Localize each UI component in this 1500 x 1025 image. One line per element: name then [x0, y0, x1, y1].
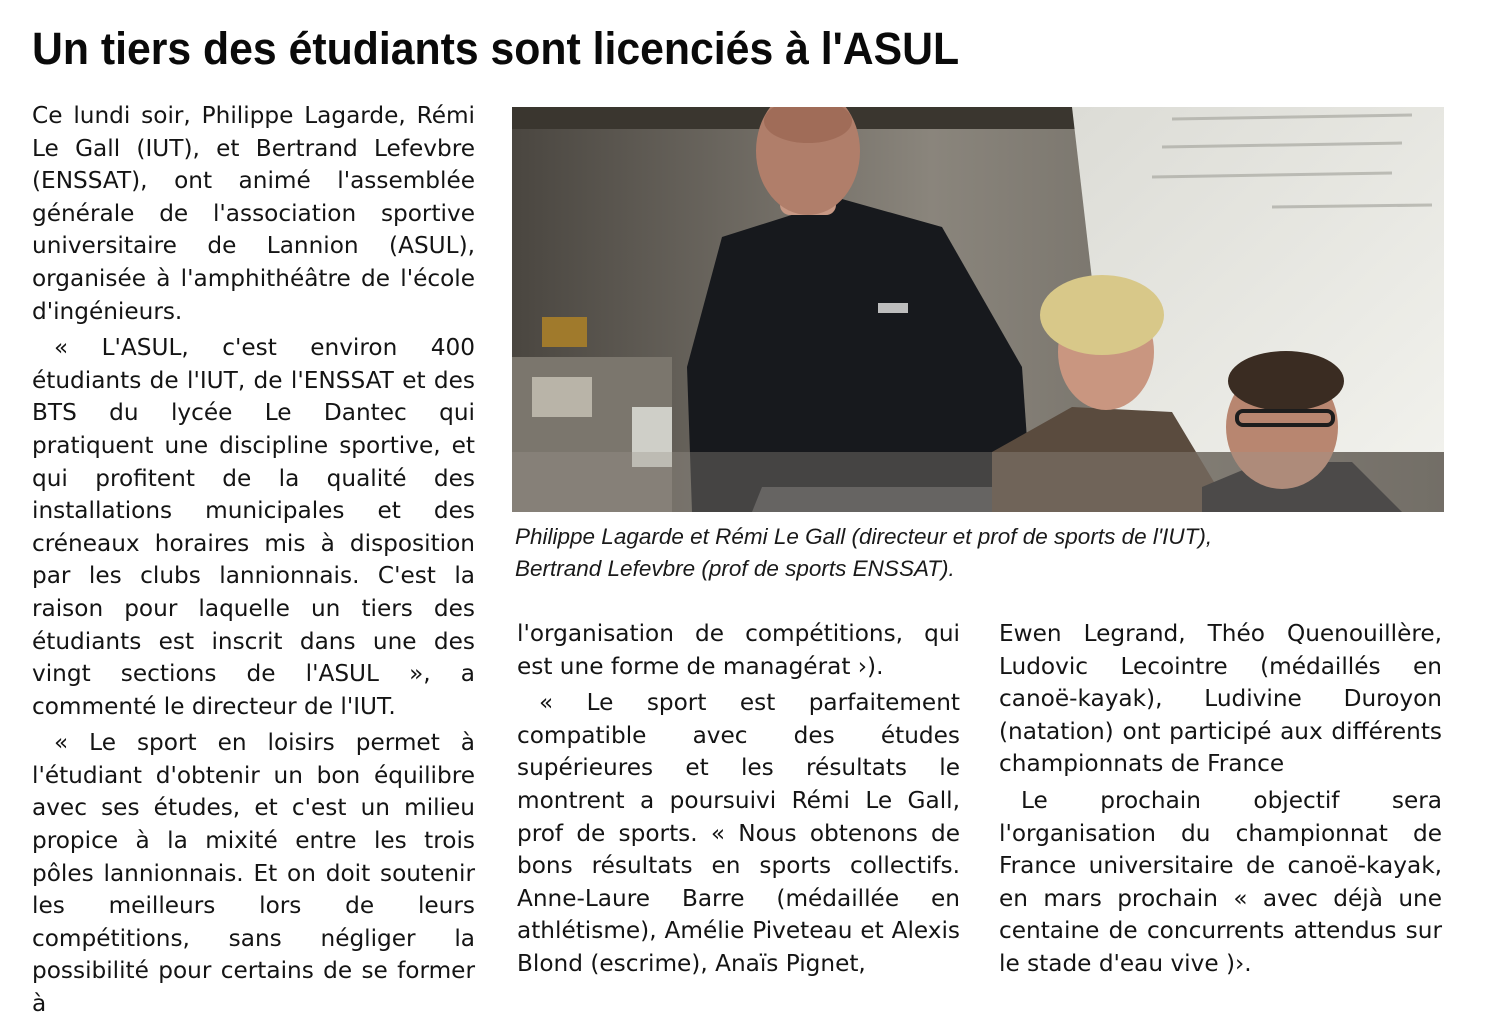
photo-caption: [515, 521, 1455, 585]
headline: Un tiers des étudiants sont licenciés à l'ASUL: [32, 23, 960, 74]
article-photo: [512, 107, 1444, 512]
paragraph: « Le sport est parfaitement compatible avec des études supérieures et les résultats le montrent a poursuivi Rémi Le Gall, prof de sports. « Nous obtenons de bons résultats en sports collectifs. Anne-Laure Barre (médaillée en athlétisme), Amélie Piveteau et Alexis Blond (escrime), Anaïs Pignet,: [517, 689, 960, 977]
article-column-3: [999, 618, 1442, 985]
paragraph: Ewen Legrand, Théo Quenouillère, Ludovic Lecointre (médaillés en canoë-kayak), Ludivine Duroyon (natation) ont participé aux différents championnats de France: [999, 620, 1442, 778]
paragraph: l'organisation de compétitions, qui est une forme de managérat ›).: [517, 620, 960, 680]
photo-illustration: [512, 107, 1444, 512]
caption-line-2: Bertrand Lefevbre (prof de sports ENSSAT).: [515, 556, 955, 581]
article-column-2: [517, 618, 960, 985]
paragraph: Ce lundi soir, Philippe Lagarde, Rémi Le Gall (IUT), et Bertrand Lefevbre (ENSSAT), ont animé l'assemblée générale de l'association sportive universitaire de Lannion (ASUL), organisée à l'amphithéâtre de l'école d'ingénieurs.: [32, 102, 475, 325]
paragraph: Le prochain objectif sera l'organisation du championnat de France universitaire de canoë-kayak, en mars prochain « avec déjà une centaine de concurrents attendus sur le stade d'eau vive )›.: [999, 786, 1442, 977]
caption-line-1: Philippe Lagarde et Rémi Le Gall (directeur et prof de sports de l'IUT),: [515, 524, 1213, 549]
paragraph: « Le sport en loisirs permet à l'étudiant d'obtenir un bon équilibre avec ses études, et c'est un milieu propice à la mixité entre les trois pôles lannionnais. Et on doit soutenir les meilleurs lors de leurs compétitions, sans négliger la possibilité pour certains de se former à: [32, 729, 475, 1018]
article-column-1: [32, 100, 475, 1025]
paragraph: « L'ASUL, c'est environ 400 étudiants de l'IUT, de l'ENSSAT et des BTS du lycée Le Dantec qui pratiquent une discipline sportive, et qui profitent de la qualité des installations municipales et des créneaux horaires mis à disposition par les clubs lannionnais. C'est la raison pour laquelle un tiers des étudiants est inscrit dans une des vingt sections de l'ASUL », a commenté le directeur de l'IUT.: [32, 334, 475, 720]
